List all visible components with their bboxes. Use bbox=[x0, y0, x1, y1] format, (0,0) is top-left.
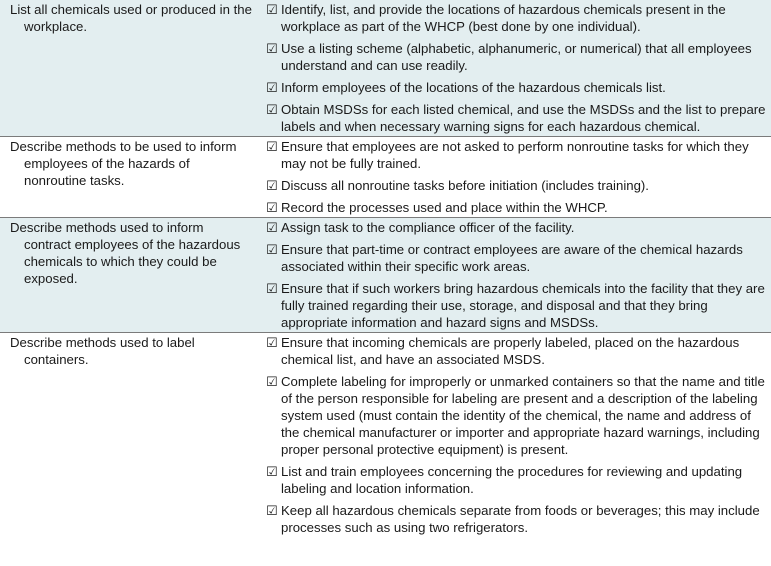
checklist-item bbox=[266, 279, 767, 332]
checkbox-checked-icon: ☑ bbox=[266, 41, 278, 56]
checklist-item bbox=[266, 39, 767, 75]
checklist-item-text: Use a listing scheme (alphabetic, alphanumeric, or numerical) that all employees understand and can use readily. bbox=[281, 41, 752, 73]
checkbox-checked-icon: ☑ bbox=[266, 178, 278, 193]
checkbox-checked-icon: ☑ bbox=[266, 464, 278, 479]
steps-cell bbox=[252, 137, 771, 217]
checklist-item-text: Keep all hazardous chemicals separate from foods or beverages; this may include processes such as using two refrigerators. bbox=[281, 503, 760, 535]
checkbox-checked-icon: ☑ bbox=[266, 80, 278, 95]
task-cell bbox=[0, 333, 252, 537]
checkbox-checked-icon: ☑ bbox=[266, 102, 278, 117]
table-row bbox=[0, 333, 771, 537]
checkbox-checked-icon: ☑ bbox=[266, 139, 278, 154]
checklist-item-text: Complete labeling for improperly or unmarked containers so that the name and title of the person responsible for labeling are present and a description of the labeling system used (must contain the identity of the chemical, the name and address of the chemical manufacturer or importer and appropriate hazard warnings, including proper personal protective equipment) is present. bbox=[281, 374, 765, 457]
checklist-item-text: Ensure that employees are not asked to perform nonroutine tasks for which they may not be fully trained. bbox=[281, 139, 749, 171]
checklist-item-text: Assign task to the compliance officer of the facility. bbox=[281, 220, 575, 235]
checklist-item-text: Record the processes used and place within the WHCP. bbox=[281, 200, 608, 215]
checklist-item bbox=[266, 0, 767, 36]
checklist-item bbox=[266, 501, 767, 537]
task-description: Describe methods to be used to inform employees of the hazards of nonroutine tasks. bbox=[10, 139, 237, 188]
steps-cell bbox=[252, 218, 771, 332]
checklist-item-text: Ensure that incoming chemicals are properly labeled, placed on the hazardous chemical list, and have an associated MSDS. bbox=[281, 335, 740, 367]
table-row bbox=[0, 0, 771, 136]
task-cell bbox=[0, 0, 252, 136]
checklist-item bbox=[266, 176, 767, 195]
table-row bbox=[0, 218, 771, 332]
checkbox-checked-icon: ☑ bbox=[266, 200, 278, 215]
checklist-item-text: List and train employees concerning the procedures for reviewing and updating labeling and location information. bbox=[281, 464, 743, 496]
checklist-item bbox=[266, 100, 767, 136]
task-description: List all chemicals used or produced in the workplace. bbox=[10, 2, 252, 34]
checkbox-checked-icon: ☑ bbox=[266, 220, 278, 235]
checklist-item-text: Ensure that if such workers bring hazardous chemicals into the facility that they are fully trained regarding their use, storage, and disposal and that they bring appropriate information and hazard signs and MSDSs. bbox=[281, 281, 765, 330]
steps-cell bbox=[252, 0, 771, 136]
checkbox-checked-icon: ☑ bbox=[266, 374, 278, 389]
task-description: Describe methods used to inform contract employees of the hazardous chemicals to which they could be exposed. bbox=[10, 220, 241, 286]
checkbox-checked-icon: ☑ bbox=[266, 335, 278, 350]
checklist-item bbox=[266, 240, 767, 276]
checklist-item bbox=[266, 462, 767, 498]
checklist-item-text: Inform employees of the locations of the hazardous chemicals list. bbox=[281, 80, 666, 95]
checkbox-checked-icon: ☑ bbox=[266, 503, 278, 518]
table-row bbox=[0, 137, 771, 217]
checkbox-checked-icon: ☑ bbox=[266, 242, 278, 257]
checklist-item-text: Identify, list, and provide the locations of hazardous chemicals present in the workplace as part of the WHCP (best done by one individual). bbox=[281, 2, 726, 34]
checklist-item-text: Ensure that part-time or contract employees are aware of the chemical hazards associated within their specific work areas. bbox=[281, 242, 743, 274]
steps-cell bbox=[252, 333, 771, 537]
checklist-item bbox=[266, 137, 767, 173]
checklist-item bbox=[266, 198, 767, 217]
task-cell bbox=[0, 218, 252, 332]
checklist-item-text: Discuss all nonroutine tasks before initiation (includes training). bbox=[281, 178, 649, 193]
checklist-item bbox=[266, 218, 767, 237]
checklist-item bbox=[266, 333, 767, 369]
task-cell bbox=[0, 137, 252, 217]
checklist-item bbox=[266, 372, 767, 459]
checkbox-checked-icon: ☑ bbox=[266, 2, 278, 17]
task-description: Describe methods used to label containers. bbox=[10, 335, 195, 367]
checklist-item-text: Obtain MSDSs for each listed chemical, and use the MSDSs and the list to prepare labels and when necessary warning signs for each hazardous chemical. bbox=[281, 102, 766, 134]
checklist-item bbox=[266, 78, 767, 97]
checkbox-checked-icon: ☑ bbox=[266, 281, 278, 296]
